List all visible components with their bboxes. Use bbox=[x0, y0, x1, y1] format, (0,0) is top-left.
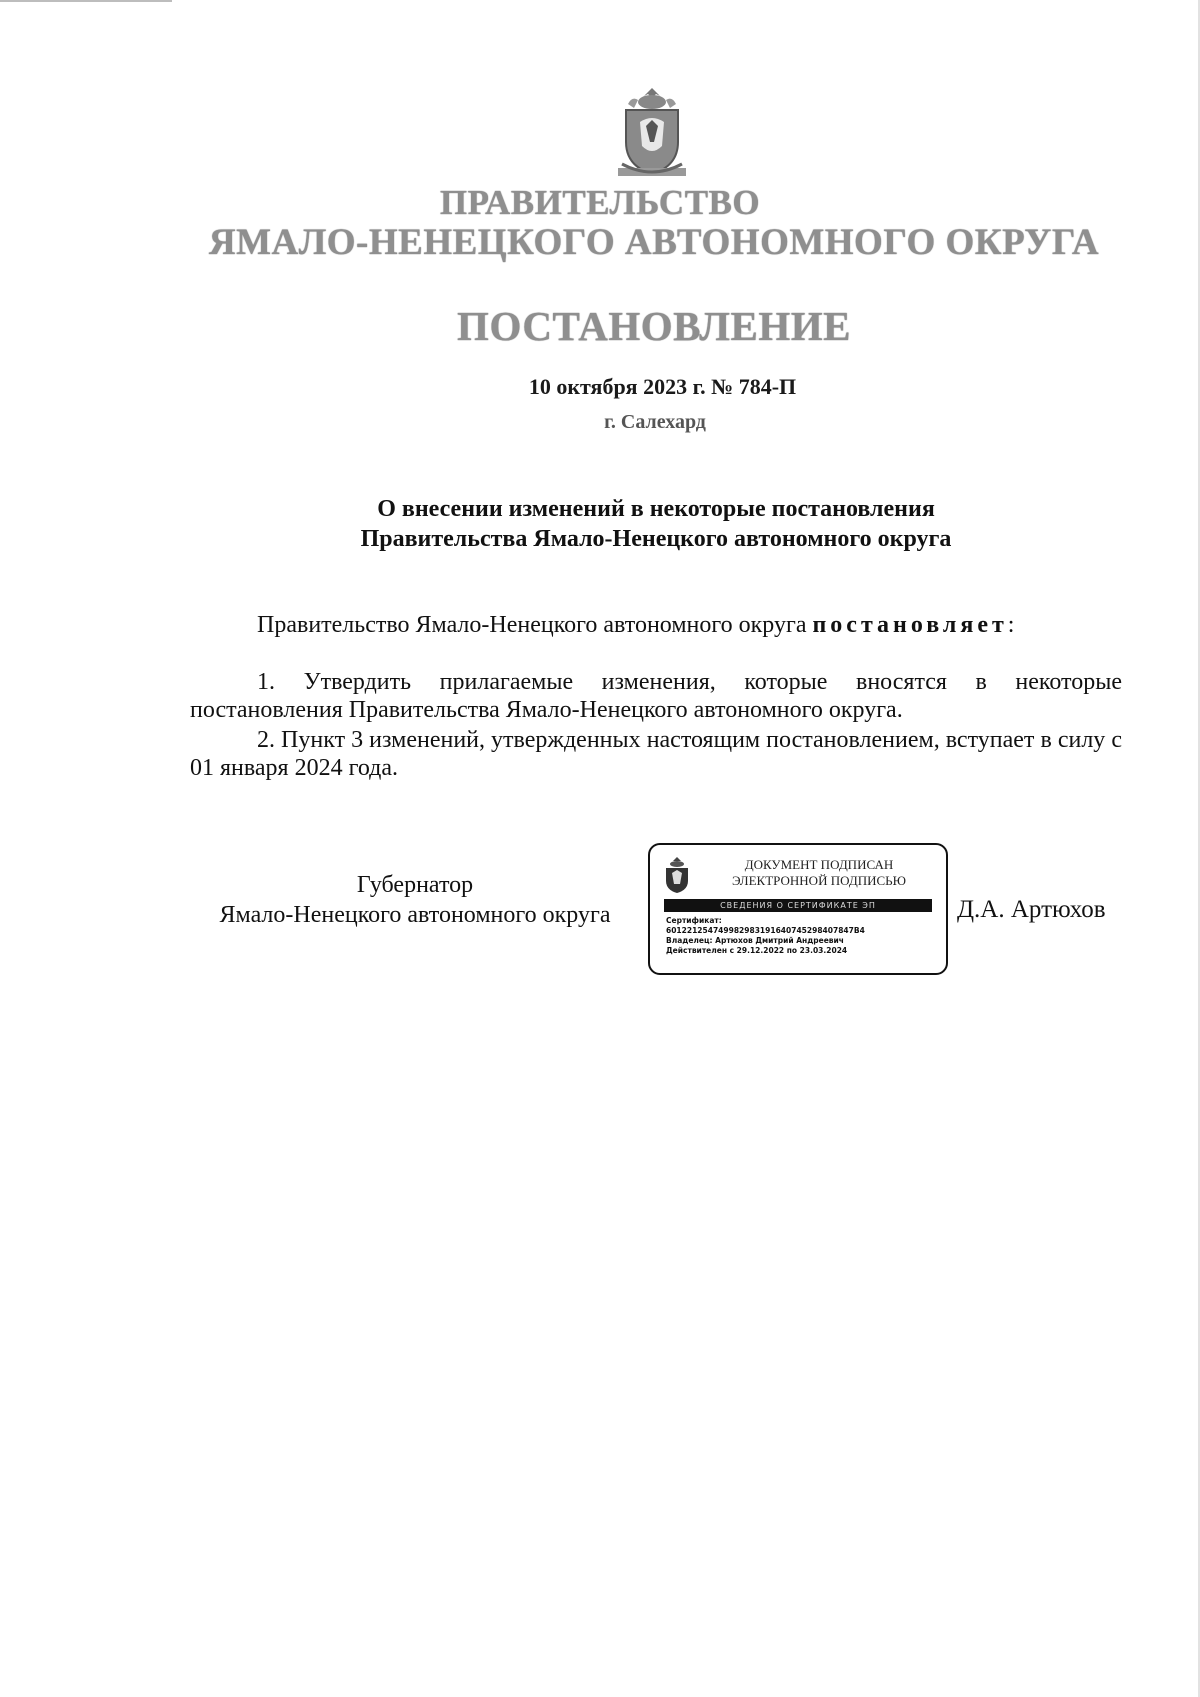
stamp-cert-label: Сертификат: bbox=[666, 916, 722, 925]
stamp-certificate-bar: СВЕДЕНИЯ О СЕРТИФИКАТЕ ЭП bbox=[664, 899, 932, 912]
stamp-header-line2: ЭЛЕКТРОННОЙ ПОДПИСЬЮ bbox=[732, 873, 906, 888]
stamp-cert-number: 601221254749982983191640745298407847B4 bbox=[666, 926, 865, 935]
intro-paragraph bbox=[190, 611, 1122, 639]
stamp-header-line1: ДОКУМЕНТ ПОДПИСАН bbox=[744, 857, 894, 872]
signatory-name: Д.А. Артюхов bbox=[957, 896, 1106, 923]
electronic-signature-stamp bbox=[648, 843, 948, 975]
signatory-position bbox=[190, 870, 640, 930]
document-title-line2: Правительства Ямало-Ненецкого автономного округа bbox=[360, 526, 952, 552]
item-2-paragraph: 2. Пункт 3 изменений, утвержденных настоящим постановлением, вступает в силу с 01 января 2024 года. bbox=[190, 727, 1122, 781]
document-city: г. Салехард bbox=[604, 411, 706, 433]
government-name-line2: ЯМАЛО-НЕНЕЦКОГО АВТОНОМНОГО ОКРУГА bbox=[208, 222, 1100, 263]
document-title bbox=[0, 494, 1200, 554]
stamp-details bbox=[666, 916, 941, 956]
coat-of-arms-icon bbox=[614, 86, 690, 180]
stamp-owner: Владелец: Артюхов Дмитрий Андреевич bbox=[666, 936, 844, 945]
document-date-number: 10 октября 2023 г. № 784-П bbox=[528, 374, 797, 399]
signatory-position-line1: Губернатор bbox=[356, 872, 474, 898]
stamp-coat-of-arms-icon bbox=[662, 857, 692, 895]
scan-edge-line bbox=[0, 0, 172, 2]
government-name-line1: ПРАВИТЕЛЬСТВО bbox=[439, 183, 761, 222]
document-type: ПОСТАНОВЛЕНИЕ bbox=[457, 303, 851, 349]
document-title-line1: О внесении изменений в некоторые постановления bbox=[377, 496, 935, 522]
stamp-header bbox=[704, 857, 934, 889]
stamp-validity: Действителен с 29.12.2022 по 23.03.2024 bbox=[666, 946, 848, 955]
intro-colon: : bbox=[1007, 612, 1015, 638]
intro-text: Правительство Ямало-Ненецкого автономного округа bbox=[257, 612, 807, 638]
signatory-position-line2: Ямало-Ненецкого автономного округа bbox=[219, 902, 611, 928]
intro-verb: постановляет bbox=[812, 612, 1008, 638]
item-1-paragraph: 1. Утвердить прилагаемые изменения, которые вносятся в некоторые постановления Правительства Ямало-Ненецкого автономного округа. bbox=[190, 669, 1122, 723]
